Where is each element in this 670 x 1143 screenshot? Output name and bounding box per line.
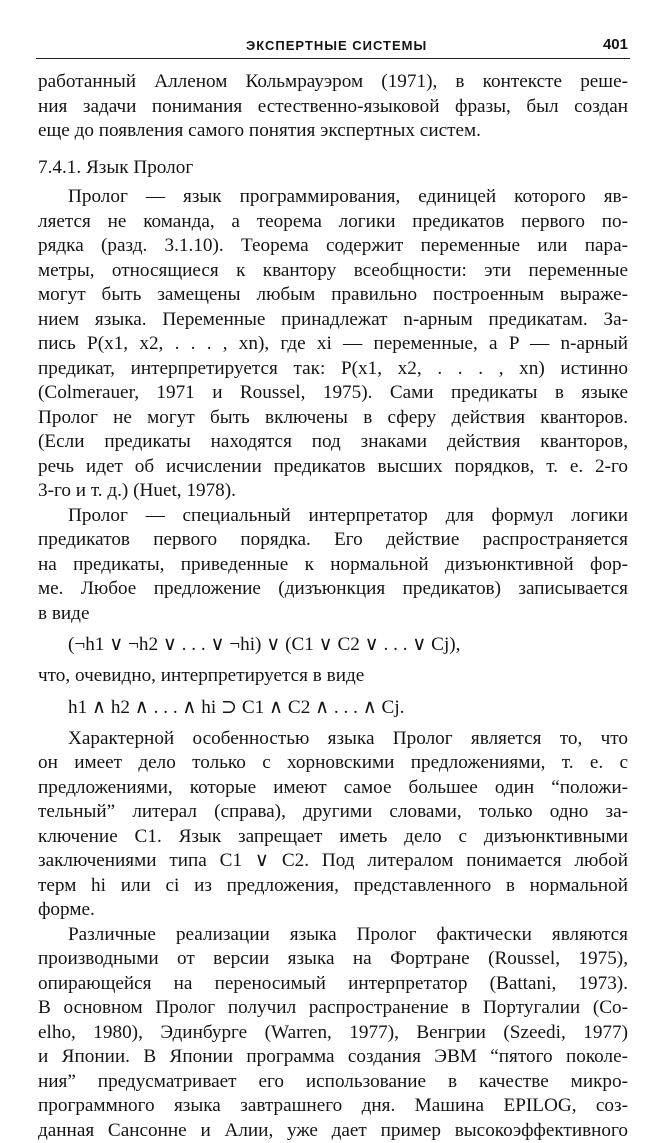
text-line: предикатов первого порядка. Его действие распространяется [38,528,628,553]
running-head: ЭКСПЕРТНЫЕ СИСТЕМЫ [246,38,427,53]
page-header [36,30,630,59]
text-line: терм hi или ci из предложения, представленного в нормальной [38,874,628,899]
text-line: пись P(x1, x2, . . . , xn), где xi — переменные, а P — n-арный [38,332,628,357]
text-line: и Японии. В Японии программа создания ЭВМ “пятого поколе- [38,1045,628,1070]
text-line: в виде [38,602,628,627]
text-line: опирающейся на переносимый интерпретатор (Battani, 1973). [38,972,628,997]
text-line: рядка (разд. 3.1.10). Теорема содержит переменные или пара- [38,234,628,259]
page-number: 401 [603,36,628,53]
text-line: ме. Любое предложение (дизъюнкция предикатов) записывается [38,577,628,602]
text-line: Различные реализации языка Пролог фактически являются [38,923,628,948]
text-line: заключениями типа C1 ∨ C2. Под литералом понимается любой [38,849,628,874]
text-line: нием языка. Переменные принадлежат n-арным предикатам. За- [38,308,628,333]
section-heading: 7.4.1. Язык Пролог [38,156,628,181]
text-line: производными от версии языка на Фортране (Roussel, 1975), [38,947,628,972]
text-line: 3-го и т. д.) (Huet, 1978). [38,479,628,504]
text-line: В основном Пролог получил распространение в Португалии (Co- [38,996,628,1021]
text-line: Пролог не могут быть включены в сферу действия кванторов. [38,406,628,431]
text-line: данная Сансонне и Алии, уже дает пример высокоэффективного [38,1119,628,1143]
formula-disjunction: (¬h1 ∨ ¬h2 ∨ . . . ∨ ¬hi) ∨ (C1 ∨ C2 ∨ . . . ∨ Cj), [38,630,628,660]
text-line: предложениями, которые имеют самое большее один “положи- [38,776,628,801]
text-line: (Colmerauer, 1971 и Roussel, 1975). Сами предикаты в языке [38,381,628,406]
text-line: что, очевидно, интерпретируется в виде [38,664,628,689]
text-line: он имеет дело только с хорновскими предложениями, т. е. с [38,751,628,776]
formula-implication: h1 ∧ h2 ∧ . . . ∧ hi ⊃ C1 ∧ C2 ∧ . . . ∧ Cj. [38,693,628,723]
text-line: работанный Алленом Кольмрауэром (1971), в контексте реше- [38,70,628,95]
text-line: ния” предусматривает его использование в качестве микро- [38,1070,628,1095]
text-line: на предикаты, приведенные к нормальной дизъюнктивной фор- [38,553,628,578]
text-line: предикат, интерпретируется так: P(x1, x2, . . . , xn) истинно [38,357,628,382]
text-line: тельный” литерал (справа), другими словами, только одно за- [38,800,628,825]
text-line: Пролог — язык программирования, единицей которого яв- [38,185,628,210]
text-line: ляется не команда, а теорема логики предикатов первого по- [38,210,628,235]
text-line: elho, 1980), Эдинбурге (Warren, 1977), Венгрии (Szeedi, 1977) [38,1021,628,1046]
text-line: (Если предикаты находятся под знаками действия кванторов, [38,430,628,455]
text-line: ния задачи понимания естественно-языковой фразы, был создан [38,95,628,120]
text-line: могут быть замещены любым правильно построенным выраже- [38,283,628,308]
text-line: ключение C1. Язык запрещает иметь дело с дизъюнктивными [38,825,628,850]
text-line: еще до появления самого понятия экспертных систем. [38,119,628,144]
page-body [38,70,628,1143]
text-line: метры, относящиеся к квантору всеобщности: эти переменные [38,259,628,284]
text-line: Характерной особенностью языка Пролог является то, что [38,727,628,752]
text-line: программного языка завтрашнего дня. Машина EPILOG, соз- [38,1094,628,1119]
text-line: Пролог — специальный интерпретатор для формул логики [38,504,628,529]
text-line: речь идет об исчислении предикатов высших порядков, т. е. 2-го [38,455,628,480]
text-line: форме. [38,898,628,923]
